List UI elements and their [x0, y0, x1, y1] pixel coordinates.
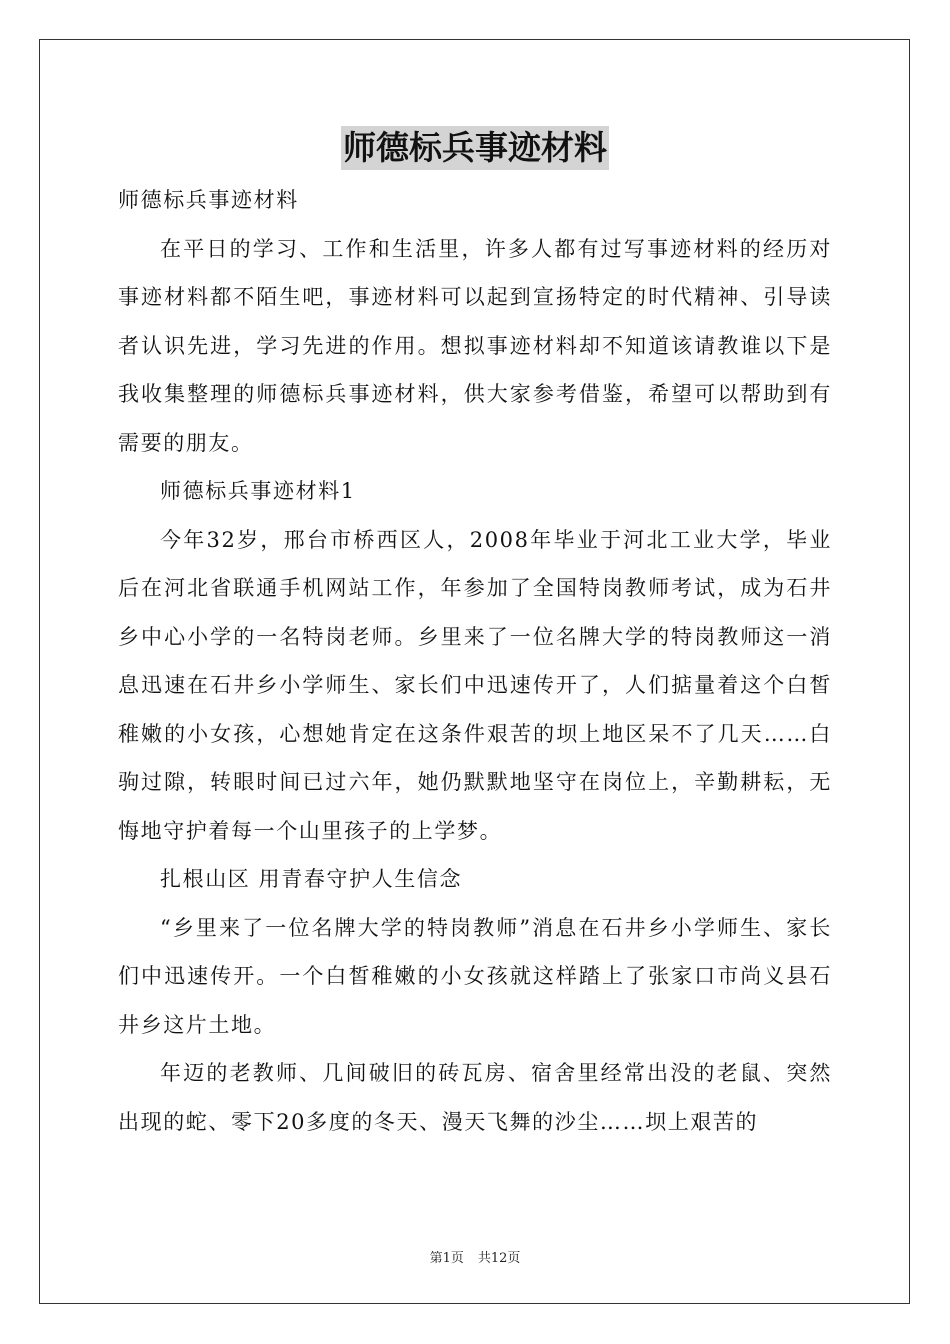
paragraph-hardship: 年迈的老教师、几间破旧的砖瓦房、宿舍里经常出没的老鼠、突然出现的蛇、零下20多度的冬天、漫天飞舞的沙尘……坝上艰苦的 [118, 1061, 832, 1134]
paragraph-arrival: “乡里来了一位名牌大学的特岗教师”消息在石井乡小学师生、家长们中迅速传开。一个白皙稚嫩的小女孩就这样踏上了张家口市尚义县石井乡这片土地。 [118, 915, 832, 1037]
document-body [118, 176, 832, 1146]
title-container [0, 126, 950, 170]
page-number-total: 共12页 [477, 1251, 521, 1266]
paragraph-intro: 在平日的学习、工作和生活里，许多人都有过写事迹材料的经历对事迹材料都不陌生吧，事迹材料可以起到宣扬特定的时代精神、引导读者认识先进，学习先进的作用。想拟事迹材料却不知道该请教谁以下是我收集整理的师德标兵事迹材料，供大家参考借鉴，希望可以帮助到有需要的朋友。 [118, 236, 832, 455]
page-number-current: 第1页 [429, 1251, 464, 1266]
document-title: 师德标兵事迹材料 [341, 126, 609, 170]
page-footer [0, 1247, 950, 1266]
section-heading-1: 师德标兵事迹材料1 [160, 479, 356, 503]
subtitle-line: 师德标兵事迹材料 [118, 188, 299, 212]
section-heading-2: 扎根山区 用青春守护人生信念 [160, 867, 463, 891]
paragraph-profile: 今年32岁，邢台市桥西区人，2008年毕业于河北工业大学，毕业后在河北省联通手机网站工作，年参加了全国特岗教师考试，成为石井乡中心小学的一名特岗老师。乡里来了一位名牌大学的特岗教师这一消息迅速在石井乡小学师生、家长们中迅速传开了，人们掂量着这个白皙稚嫩的小女孩，心想她肯定在这条件艰苦的坝上地区呆不了几天……白驹过隙，转眼时间已过六年，她仍默默地坚守在岗位上，辛勤耕耘，无悔地守护着每一个山里孩子的上学梦。 [118, 527, 832, 843]
